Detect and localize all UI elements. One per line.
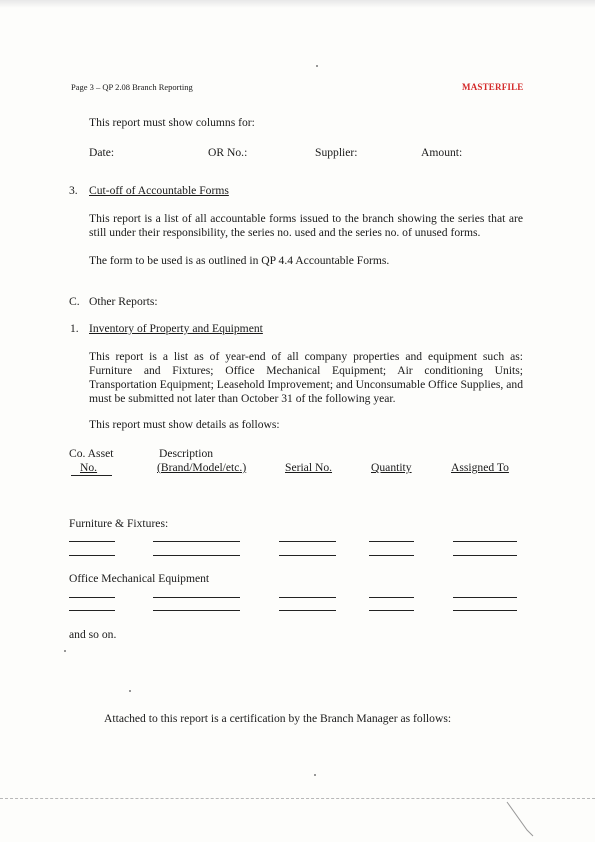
details-intro: This report must show details as follows: — [89, 418, 280, 431]
col-asset-underline — [71, 475, 112, 476]
col-serial-no: Serial No. — [285, 461, 333, 474]
group-furniture-fixtures: Furniture & Fixtures: — [69, 517, 169, 530]
blank-line — [369, 597, 414, 598]
blank-line — [279, 610, 336, 611]
blank-line — [279, 597, 336, 598]
section-c1-number: 1. — [70, 322, 79, 335]
section-3-form-note: The form to be used is as outlined in QP 4.4 Accountable Forms. — [89, 254, 390, 267]
columns-intro: This report must show columns for: — [89, 116, 255, 129]
blank-line — [453, 597, 517, 598]
blank-line — [279, 555, 336, 556]
page-reference: Page 3 – QP 2.08 Branch Reporting — [71, 82, 193, 92]
blank-line — [69, 541, 115, 542]
group-office-mechanical-equipment: Office Mechanical Equipment — [69, 572, 210, 585]
col-asset-no-label: No. — [80, 461, 98, 474]
col-description-sub: (Brand/Model/etc.) — [157, 461, 247, 474]
blank-line — [369, 555, 414, 556]
blank-line — [153, 597, 240, 598]
section-3-paragraph: This report is a list of all accountable forms issued to the branch showing the series that are still under their responsibility, the series no. used and the series no. of unused forms. — [89, 212, 523, 239]
section-c1-heading: Inventory of Property and Equipment — [89, 322, 263, 335]
scan-speck — [314, 774, 316, 776]
blank-line — [153, 555, 240, 556]
and-so-on: and so on. — [69, 628, 117, 641]
scan-speck — [316, 65, 318, 67]
section-3-heading: Cut-off of Accountable Forms — [89, 184, 229, 197]
blank-line — [279, 541, 336, 542]
scan-corner-mark — [505, 800, 545, 840]
col-asset-label: Co. Asset — [69, 447, 114, 460]
column-or-no: OR No.: — [208, 146, 248, 159]
blank-line — [453, 610, 517, 611]
section-c-label: C. — [69, 295, 80, 308]
section-3-number: 3. — [69, 184, 78, 197]
column-amount: Amount: — [421, 146, 463, 159]
blank-line — [153, 610, 240, 611]
blank-line — [153, 541, 240, 542]
blank-line — [453, 555, 517, 556]
col-quantity: Quantity — [371, 461, 412, 474]
scan-speck — [129, 690, 131, 692]
col-assigned-to: Assigned To — [451, 461, 509, 474]
blank-line — [69, 597, 115, 598]
blank-line — [369, 541, 414, 542]
scan-speck — [64, 650, 66, 652]
masterfile-stamp: MASTERFILE — [462, 82, 524, 92]
section-c1-paragraph: This report is a list as of year-end of all company properties and equipment such as: Furniture and Fixtures; Office Mechanical Equipment; Air conditioning Units; Transportation Equipment; Leasehold Improvement; and Unconsumable Office Supplies, and must be submitted not later than October 31 of the following year. — [89, 350, 523, 405]
column-supplier: Supplier: — [315, 146, 358, 159]
blank-line — [369, 610, 414, 611]
blank-line — [453, 541, 517, 542]
blank-line — [69, 610, 115, 611]
blank-line — [69, 555, 115, 556]
section-c-heading: Other Reports: — [89, 295, 158, 308]
column-date: Date: — [89, 146, 115, 159]
scan-top-edge — [0, 0, 595, 8]
certification-note: Attached to this report is a certification by the Branch Manager as follows: — [104, 712, 452, 725]
scan-bottom-edge — [0, 798, 595, 799]
col-description-label: Description — [159, 447, 214, 460]
